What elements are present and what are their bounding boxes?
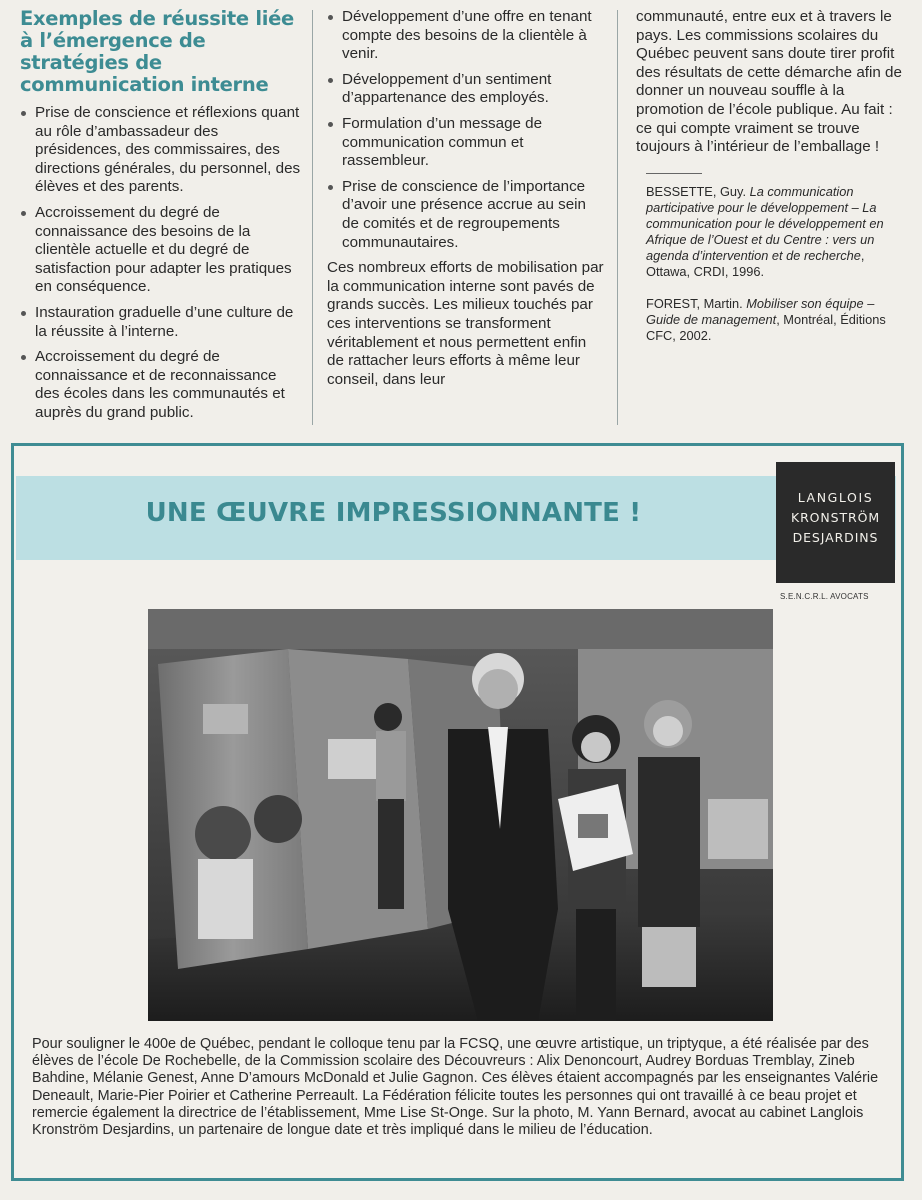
column-divider bbox=[617, 10, 618, 425]
success-list-2 bbox=[327, 8, 605, 252]
list-item: Accroissement du degré de connaissance et de reconnaissance des écoles dans les communautés et auprès du grand public. bbox=[20, 348, 302, 422]
body-paragraph-continued: communauté, entre eux et à travers le pays. Les commissions scolaires du Québec peuvent sans doute tirer profit des résultats de cette démarche afin de donner un nouveau souffle à la promotion de l’école publique. Au fait : ce qui compte vraiment se trouve toujours à l’intérieur de l’emballage ! bbox=[636, 8, 902, 156]
logo-line: KRONSTRÖM bbox=[790, 510, 881, 525]
success-list-1 bbox=[20, 104, 302, 423]
list-item: Instauration graduelle d’une culture de la réussite à l’interne. bbox=[20, 304, 302, 341]
column-divider bbox=[312, 10, 313, 425]
column-3 bbox=[636, 8, 906, 360]
column-2 bbox=[327, 8, 605, 389]
photo-caption: Pour souligner le 400e de Québec, pendant le colloque tenu par la FCSQ, une œuvre artistique, un triptyque, a été réalisée par des élèves de l’école De Rochebelle, de la Commission scolaire des Découvreurs : Alix Denoncourt, Audrey Borduas Tremblay, Zineb Bahdine, Mélanie Genest, Anne D’amours McDonald et Julie Gagnon. Ces élèves étaient accompagnés par les enseignantes Valérie Deneault, Marie-Pier Poirier et Catherine Perreault. La Fédération félicite toutes les personnes qui ont travaillé à ce beau projet et remercie également la directrice de l’établissement, Mme Lise St-Onge. Sur la photo, M. Yann Bernard, avocat au cabinet Langlois Kronström Desjardins, un partenaire de longue date et très impliqué dans le milieu de l’éducation. bbox=[32, 1036, 879, 1139]
logo-line: DESJARDINS bbox=[792, 530, 879, 545]
feature-box bbox=[11, 443, 904, 1181]
logo-line: LANGLOIS bbox=[797, 490, 874, 505]
reference-publisher: , Montréal, Éditions CFC, 2002. bbox=[646, 311, 886, 343]
logo-subtitle: S.E.N.C.R.L. AVOCATS bbox=[780, 592, 869, 601]
feature-title: UNE ŒUVRE IMPRESSIONNANTE ! bbox=[145, 498, 642, 528]
list-item: Formulation d’un message de communication commun et rassembleur. bbox=[327, 115, 605, 171]
reference-author: BESSETTE, Guy. bbox=[646, 183, 747, 199]
list-item: Prise de conscience et réflexions quant au rôle d’ambassadeur des présidences, des commissaires, des directions générales, du personnel, des élèves et des parents. bbox=[20, 104, 302, 197]
reference-item bbox=[646, 296, 906, 344]
reference-publisher: , Ottawa, CRDI, 1996. bbox=[646, 247, 865, 279]
reference-title: La communication participative pour le développement – La communication pour le développement en Afrique de l’Ouest et du Centre : vers un agenda d’intervention et de recherche bbox=[646, 183, 884, 263]
reference-item bbox=[646, 184, 906, 280]
list-item: Prise de conscience de l’importance d’avoir une présence accrue au sein de comités et de regroupements communautaires. bbox=[327, 178, 605, 252]
reference-author: FOREST, Martin. bbox=[646, 295, 743, 311]
body-paragraph: Ces nombreux efforts de mobilisation par la communication interne sont pavés de grands succès. Les milieux touchés par ces interventions se transforment véritablement et nous permettent enfin de rattacher leurs efforts à même leur conseil, dans leur bbox=[327, 259, 604, 388]
title-banner bbox=[16, 476, 896, 560]
section-heading: Exemples de réussite liée à l’émergence de stratégies de communication interne bbox=[20, 7, 294, 96]
list-item: Développement d’une offre en tenant compte des besoins de la clientèle à venir. bbox=[327, 8, 605, 64]
list-item: Accroissement du degré de connaissance des besoins de la clientèle actuelle et du degré de satisfaction pour adapter les pratiques en conséquence. bbox=[20, 204, 302, 297]
event-photo bbox=[148, 609, 773, 1021]
photo-illustration bbox=[148, 609, 773, 1021]
law-firm-logo bbox=[776, 462, 895, 583]
reference-title: Mobiliser son équipe – Guide de management bbox=[646, 295, 875, 327]
list-item: Développement d’un sentiment d’appartenance des employés. bbox=[327, 71, 605, 108]
column-1 bbox=[20, 8, 302, 430]
reference-divider bbox=[646, 173, 702, 174]
